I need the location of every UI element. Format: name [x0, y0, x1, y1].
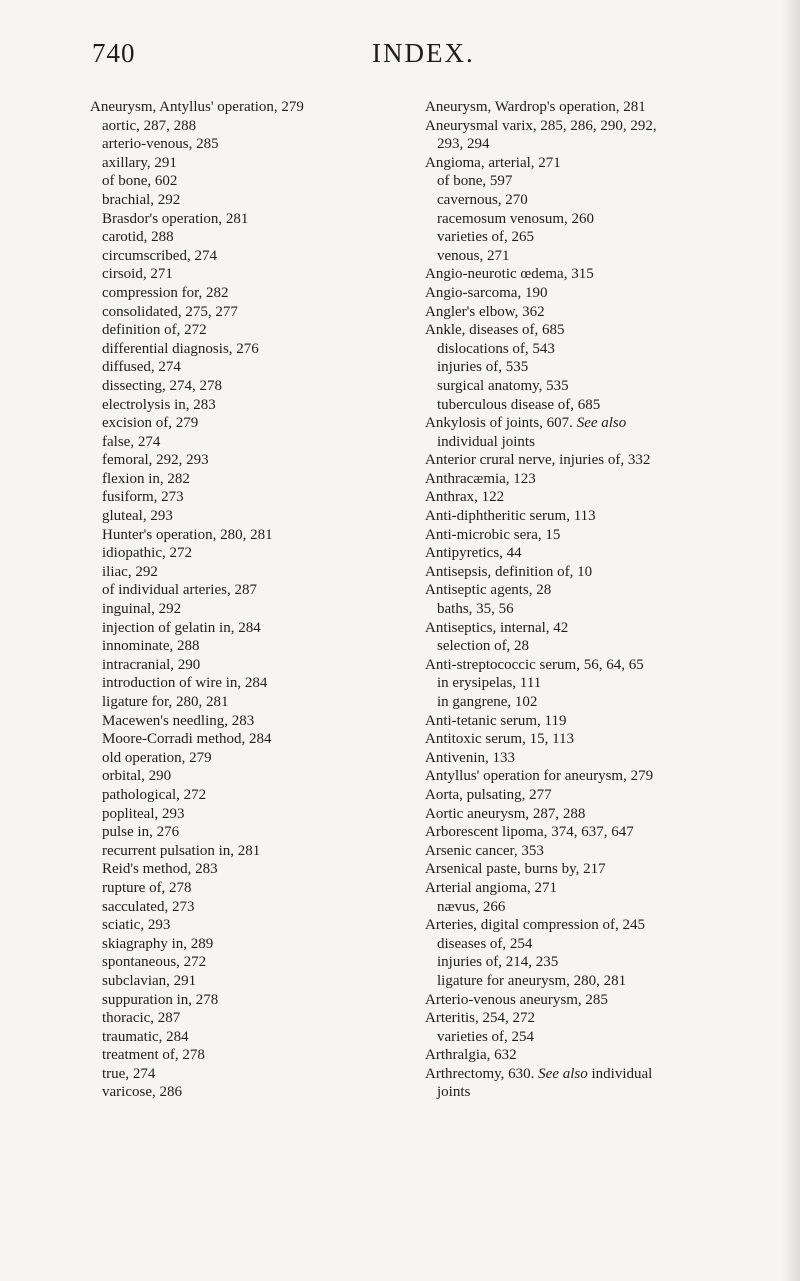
- index-entry-text: Hunter's operation, 280, 281: [102, 526, 273, 543]
- index-entry-text: Aortic aneurysm, 287, 288: [425, 805, 586, 822]
- index-subentry: [90, 284, 408, 303]
- index-subentry: [90, 972, 408, 991]
- index-subentry: [90, 842, 408, 861]
- index-entry-text: iliac, 292: [102, 563, 158, 580]
- index-subentry: [425, 377, 750, 396]
- page-header: [0, 38, 800, 78]
- index-entry: [425, 712, 750, 731]
- index-column-right: [425, 98, 750, 1102]
- index-entry-text: true, 274: [102, 1065, 156, 1082]
- index-entry: [425, 526, 750, 545]
- index-subentry: [425, 358, 750, 377]
- index-entry-text: Arthrectomy, 630.: [425, 1065, 535, 1082]
- index-entry-text: compression for, 282: [102, 284, 229, 301]
- index-entry-text: Arsenic cancer, 353: [425, 842, 544, 859]
- index-entry-text: electrolysis in, 283: [102, 396, 216, 413]
- index-entry: [425, 730, 750, 749]
- index-entry-text: Arborescent lipoma, 374, 637, 647: [425, 824, 634, 841]
- index-entry-text: arterio-venous, 285: [102, 136, 219, 153]
- index-entry-text: injuries of, 535: [437, 359, 529, 376]
- index-entry-text: venous, 271: [437, 247, 510, 264]
- index-entry-text: tuberculous disease of, 685: [437, 396, 601, 413]
- index-entry-text: Antiseptics, internal, 42: [425, 619, 569, 636]
- index-subentry: [425, 600, 750, 619]
- index-subentry: [90, 767, 408, 786]
- index-entry-text: Angioma, arterial, 271: [425, 154, 561, 171]
- index-subentry: [90, 712, 408, 731]
- index-subentry: [90, 1046, 408, 1065]
- index-entry-text: racemosum venosum, 260: [437, 210, 595, 227]
- index-entry-text: intracranial, 290: [102, 656, 201, 673]
- index-subentry: [90, 1028, 408, 1047]
- index-entry-text: Anterior crural nerve, injuries of, 332: [425, 452, 651, 469]
- index-entry: [425, 563, 750, 582]
- page-title: INDEX.: [372, 38, 475, 68]
- index-entry: [425, 879, 750, 898]
- index-subentry: [90, 358, 408, 377]
- index-entry-text: selection of, 28: [437, 638, 530, 655]
- index-entry-text: Arterio-venous aneurysm, 285: [425, 991, 608, 1008]
- index-entry-text: old operation, 279: [102, 749, 212, 766]
- index-entry-text: innominate, 288: [102, 638, 200, 655]
- index-entry: [425, 619, 750, 638]
- index-entry-text: cirsoid, 271: [102, 266, 173, 283]
- index-entry-text: suppuration in, 278: [102, 991, 219, 1008]
- index-entry-text: brachial, 292: [102, 191, 181, 208]
- index-entry-text: treatment of, 278: [102, 1047, 205, 1064]
- index-entry-text: Antivenin, 133: [425, 749, 515, 766]
- index-entry-text: Reid's method, 283: [102, 861, 218, 878]
- index-entry-continuation: [425, 1083, 750, 1102]
- index-entry: [425, 451, 750, 470]
- index-entry: [425, 1065, 750, 1084]
- index-subentry: [90, 860, 408, 879]
- index-entry-text: pathological, 272: [102, 786, 207, 803]
- index-entry-text: skiagraphy in, 289: [102, 935, 214, 952]
- index-subentry: [90, 265, 408, 284]
- index-entry-text: subclavian, 291: [102, 972, 197, 989]
- index-entry-text: definition of, 272: [102, 322, 207, 339]
- index-entry: [425, 470, 750, 489]
- index-subentry: [90, 674, 408, 693]
- index-entry: [425, 544, 750, 563]
- index-subentry: [90, 749, 408, 768]
- index-subentry: [90, 916, 408, 935]
- index-entry-text: varieties of, 265: [437, 229, 535, 246]
- index-entry-text: ligature for, 280, 281: [102, 694, 229, 710]
- index-entry-text: Anti-diphtheritic serum, 113: [425, 508, 596, 525]
- index-subentry: [90, 581, 408, 600]
- index-entry: [425, 767, 750, 786]
- index-subentry: [90, 433, 408, 452]
- index-subentry: [425, 396, 750, 415]
- index-entry-text: nævus, 266: [437, 898, 506, 915]
- index-entry: [425, 414, 750, 433]
- index-entry-text: sciatic, 293: [102, 917, 171, 934]
- index-subentry: [90, 656, 408, 675]
- index-entry-text: recurrent pulsation in, 281: [102, 842, 261, 859]
- index-entry: [425, 581, 750, 600]
- index-subentry: [425, 210, 750, 229]
- index-entry-text: dislocations of, 543: [437, 340, 555, 357]
- index-entry-text: of bone, 597: [437, 173, 513, 190]
- index-entry-text: Antyllus' operation for aneurysm, 279: [425, 768, 654, 785]
- index-subentry: [90, 154, 408, 173]
- index-entry-text: surgical anatomy, 535: [437, 377, 569, 394]
- index-entry: [425, 1009, 750, 1028]
- index-entry: [425, 303, 750, 322]
- index-entry-text: 293, 294: [437, 136, 490, 153]
- index-subentry: [425, 935, 750, 954]
- index-entry-text: excision of, 279: [102, 415, 199, 432]
- index-subentry: [90, 1009, 408, 1028]
- index-entry-text: Arsenical paste, burns by, 217: [425, 861, 606, 878]
- index-entry-text: Antisepsis, definition of, 10: [425, 563, 593, 580]
- index-entry-text: inguinal, 292: [102, 601, 182, 618]
- index-subentry: [90, 730, 408, 749]
- index-entry-text: aortic, 287, 288: [102, 117, 197, 134]
- index-subentry: [425, 898, 750, 917]
- index-subentry: [425, 228, 750, 247]
- index-subentry: [90, 135, 408, 154]
- index-subentry: [90, 470, 408, 489]
- index-subentry: [425, 953, 750, 972]
- index-subentry: [425, 637, 750, 656]
- page-edge-shadow: [782, 0, 800, 1281]
- index-subentry: [90, 805, 408, 824]
- index-subentry: [90, 953, 408, 972]
- index-subentry: [90, 619, 408, 638]
- index-entry: [425, 860, 750, 879]
- index-entry-text: in erysipelas, 111: [437, 675, 542, 692]
- index-subentry: [425, 693, 750, 712]
- index-entry-text: Anthrax, 122: [425, 489, 505, 506]
- index-entry-text: cavernous, 270: [437, 191, 528, 208]
- index-entry-text: consolidated, 275, 277: [102, 303, 238, 320]
- index-entry-text: of bone, 602: [102, 173, 178, 190]
- index-subentry: [90, 526, 408, 545]
- index-entry-text: Arteritis, 254, 272: [425, 1010, 535, 1027]
- index-subentry: [90, 340, 408, 359]
- index-entry-text: flexion in, 282: [102, 470, 190, 487]
- index-entry: [90, 98, 408, 117]
- index-subentry: [90, 786, 408, 805]
- index-entry: [425, 98, 750, 117]
- index-entry-text: Aneurysm, Antyllus' operation, 279: [90, 99, 304, 115]
- index-subentry: [425, 1028, 750, 1047]
- index-subentry: [90, 377, 408, 396]
- index-entry-text: sacculated, 273: [102, 898, 195, 915]
- index-subentry: [90, 228, 408, 247]
- index-entry-text: Moore-Corradi method, 284: [102, 731, 272, 748]
- index-subentry: [90, 321, 408, 340]
- index-subentry: [425, 674, 750, 693]
- index-entry: [425, 265, 750, 284]
- index-entry-text: pulse in, 276: [102, 824, 180, 841]
- index-entry-text: Ankle, diseases of, 685: [425, 322, 565, 339]
- index-entry-text: Anti-tetanic serum, 119: [425, 712, 567, 729]
- index-entry-text: Anti-microbic sera, 15: [425, 526, 561, 543]
- index-entry: [425, 916, 750, 935]
- index-entry-text: circumscribed, 274: [102, 247, 217, 264]
- index-subentry: [425, 191, 750, 210]
- index-entry-text: Antiseptic agents, 28: [425, 582, 552, 599]
- index-subentry: [90, 210, 408, 229]
- index-entry-text: of individual arteries, 287: [102, 582, 257, 599]
- index-entry: [425, 991, 750, 1010]
- index-entry-text: diseases of, 254: [437, 935, 533, 952]
- index-subentry: [90, 488, 408, 507]
- index-entry-text: individual joints: [437, 433, 535, 450]
- index-entry-text: Anti-streptococcic serum, 56, 64, 65: [425, 656, 644, 673]
- index-subentry: [90, 935, 408, 954]
- index-entry-text: baths, 35, 56: [437, 601, 514, 618]
- index-entry-text: Aneurysmal varix, 285, 286, 290, 292,: [425, 117, 657, 134]
- index-entry-text: axillary, 291: [102, 154, 177, 171]
- index-subentry: [90, 396, 408, 415]
- index-entry-text: Macewen's needling, 283: [102, 712, 255, 729]
- index-subentry: [90, 991, 408, 1010]
- index-subentry: [90, 1083, 408, 1102]
- index-subentry: [425, 340, 750, 359]
- index-subentry: [90, 1065, 408, 1084]
- index-entry: [425, 507, 750, 526]
- index-entry-text: varieties of, 254: [437, 1028, 535, 1045]
- index-entry: [425, 656, 750, 675]
- index-entry-text: Angio-sarcoma, 190: [425, 284, 548, 301]
- index-entry-text: injuries of, 214, 235: [437, 954, 559, 971]
- index-entry-text: Angio-neurotic œdema, 315: [425, 266, 594, 283]
- index-entry: [425, 154, 750, 173]
- index-subentry: [90, 544, 408, 563]
- index-entry-text: dissecting, 274, 278: [102, 377, 222, 394]
- index-subentry: [425, 172, 750, 191]
- index-entry-text: false, 274: [102, 433, 161, 450]
- index-entry: [425, 488, 750, 507]
- index-subentry: [90, 600, 408, 619]
- index-entry-text: Aneurysm, Wardrop's operation, 281: [425, 99, 646, 115]
- index-entry: [425, 321, 750, 340]
- index-entry-continuation: [425, 135, 750, 154]
- index-subentry: [90, 414, 408, 433]
- index-entry-text: rupture of, 278: [102, 879, 192, 896]
- index-entry: [425, 117, 750, 136]
- index-entry-text: Anthracæmia, 123: [425, 470, 536, 487]
- index-entry-text: gluteal, 293: [102, 508, 173, 525]
- index-entry-text: popliteal, 293: [102, 805, 185, 822]
- index-subentry: [90, 879, 408, 898]
- index-entry-text: idiopathic, 272: [102, 545, 192, 562]
- index-entry-tail: individual: [591, 1065, 653, 1082]
- index-entry-text: diffused, 274: [102, 359, 181, 376]
- index-subentry: [90, 563, 408, 582]
- index-subentry: [90, 693, 408, 712]
- index-entry: [425, 823, 750, 842]
- index-entry-text: Brasdor's operation, 281: [102, 210, 249, 227]
- index-entry-text: ligature for aneurysm, 280, 281: [437, 972, 627, 989]
- index-subentry: [425, 972, 750, 991]
- index-subentry: [90, 191, 408, 210]
- index-entry-text: fusiform, 273: [102, 489, 184, 506]
- index-entry-text: differential diagnosis, 276: [102, 340, 259, 357]
- index-entry-text: carotid, 288: [102, 229, 174, 246]
- index-entry-text: Antipyretics, 44: [425, 545, 522, 562]
- index-entry-text: in gangrene, 102: [437, 694, 538, 710]
- index-entry-text: Angler's elbow, 362: [425, 303, 545, 320]
- index-column-left: [90, 98, 408, 1102]
- index-entry-text: Arteries, digital compression of, 245: [425, 917, 645, 934]
- index-entry: [425, 284, 750, 303]
- index-entry-text: spontaneous, 272: [102, 954, 207, 971]
- index-entry-text: Aorta, pulsating, 277: [425, 786, 552, 803]
- page-number: 740: [92, 38, 136, 68]
- index-subentry: [90, 507, 408, 526]
- index-entry-text: thoracic, 287: [102, 1010, 181, 1027]
- index-subentry: [90, 823, 408, 842]
- index-subentry: [90, 247, 408, 266]
- index-subentry: [425, 247, 750, 266]
- index-subentry: [90, 637, 408, 656]
- index-entry: [425, 749, 750, 768]
- index-entry-text: Arthralgia, 632: [425, 1047, 517, 1064]
- index-entry-text: Antitoxic serum, 15, 113: [425, 731, 575, 748]
- index-entry-text: Arterial angioma, 271: [425, 879, 558, 896]
- see-also-reference: See also: [576, 415, 627, 432]
- index-entry-text: traumatic, 284: [102, 1028, 189, 1045]
- index-subentry: [90, 303, 408, 322]
- index-entry: [425, 1046, 750, 1065]
- index-entry: [425, 842, 750, 861]
- see-also-reference: See also: [538, 1065, 588, 1082]
- index-subentry: [90, 172, 408, 191]
- index-entry-text: Ankylosis of joints, 607.: [425, 415, 573, 432]
- index-entry-continuation: [425, 433, 750, 452]
- index-entry: [425, 786, 750, 805]
- index-subentry: [90, 898, 408, 917]
- index-entry-text: introduction of wire in, 284: [102, 675, 268, 692]
- index-entry-text: orbital, 290: [102, 768, 172, 785]
- index-entry-text: joints: [437, 1084, 471, 1101]
- index-subentry: [90, 451, 408, 470]
- index-entry-text: femoral, 292, 293: [102, 452, 209, 469]
- index-subentry: [90, 117, 408, 136]
- index-entry-text: injection of gelatin in, 284: [102, 619, 261, 636]
- index-entry-text: varicose, 286: [102, 1084, 182, 1101]
- index-entry: [425, 805, 750, 824]
